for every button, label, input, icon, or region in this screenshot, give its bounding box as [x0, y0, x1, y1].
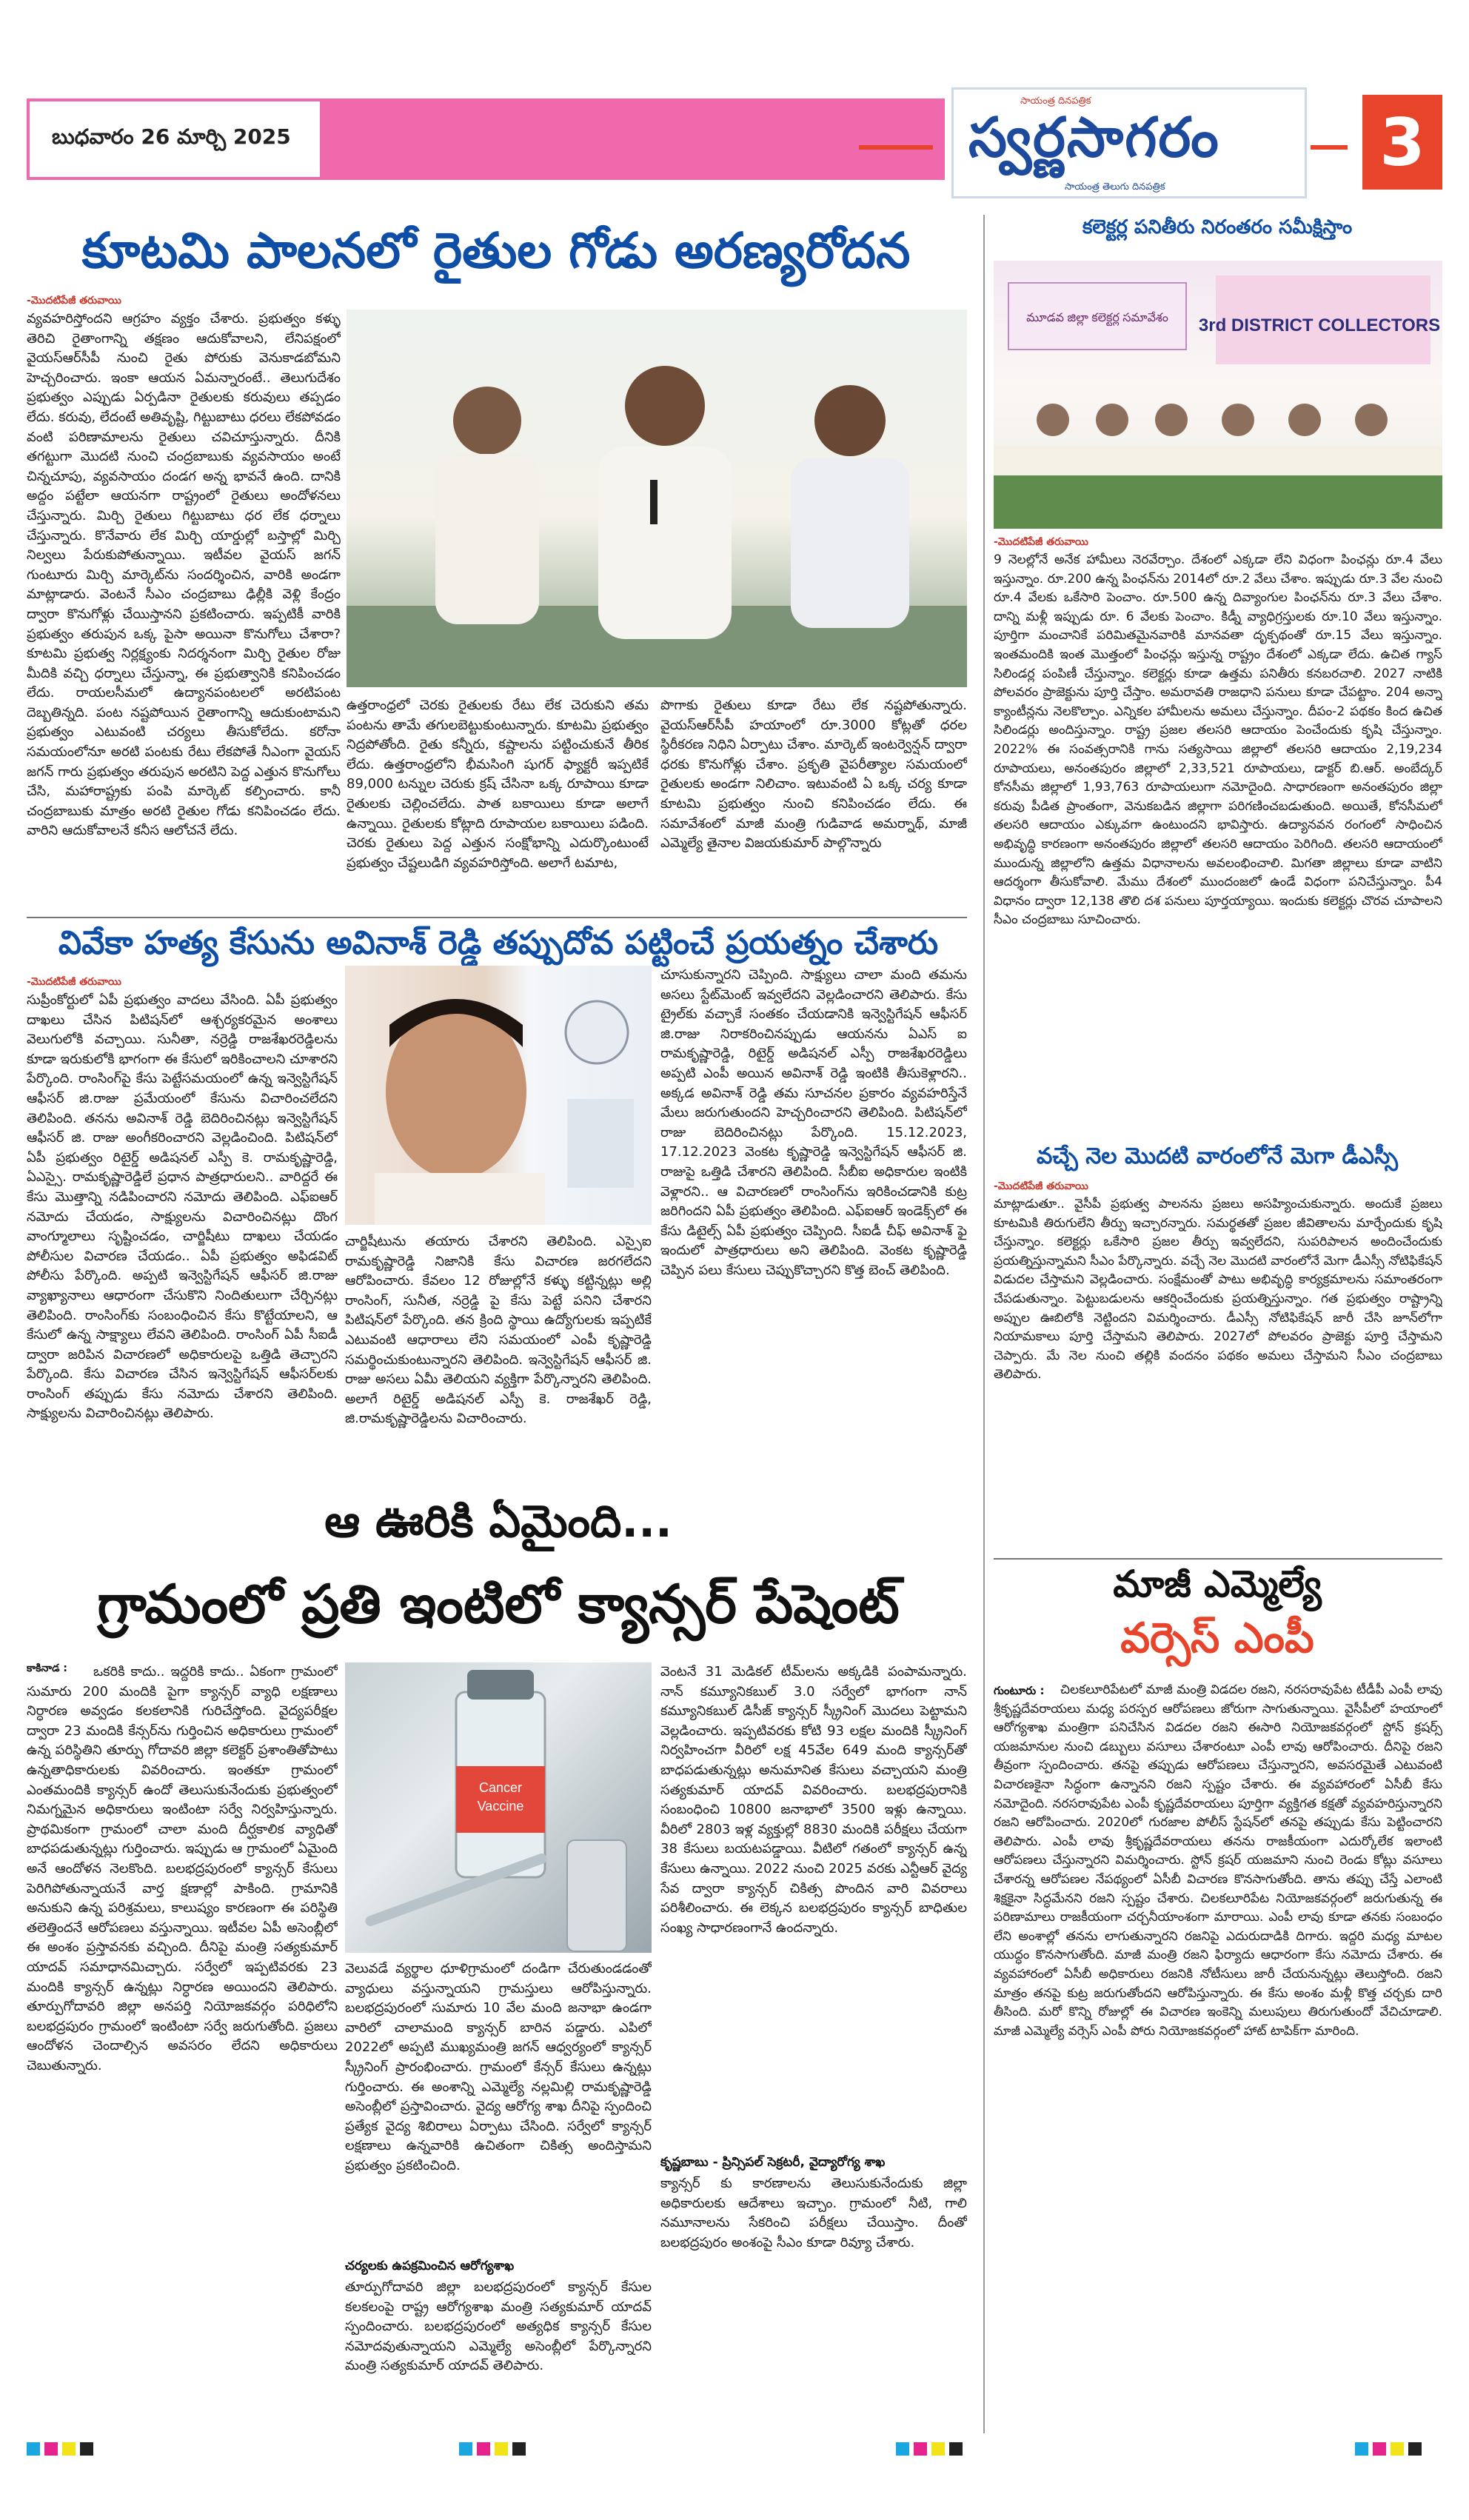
article2-headline: వివేకా హత్య కేసును అవినాశ్ రెడ్డి తప్పుదోవ పట్టించే ప్రయత్నం చేశారు	[58, 924, 939, 962]
color-bar-right	[1355, 2442, 1426, 2456]
sidebar-photo-banner: 3rd DISTRICT COLLECTORS	[1198, 315, 1441, 335]
article1-photo	[347, 310, 967, 687]
article3-col3b: క్యాన్సర్ కు కారణాలను తెలుసుకునేందుకు జిల్లా అధికారులకు ఆదేశాలు ఇచ్చాం. గ్రామంలో నీటి, గాలి నమూనాలను సేకరించి పరీక్షలు చేయిస్తాం. దీంతో బలభద్రపురం అంశంపై సీఎం కూడా రివ్యూ చేశారు.	[660, 2176, 967, 2250]
header-divider-right	[1311, 145, 1348, 150]
masthead	[951, 87, 1307, 198]
collectors-meeting-illustration	[994, 261, 1442, 529]
article2-byline: -మొదటిపేజీ తరువాయి	[27, 976, 121, 988]
sidebar-byline: -మొదటిపేజీ తరువాయి	[994, 536, 1088, 548]
header-divider	[859, 145, 933, 150]
article4-headline-2: వర్సెస్ ఎంపీ	[1120, 1614, 1314, 1662]
article3-subhead2: కృష్ణబాబు - ప్రిన్సిపల్ సెక్రటరీ, వైద్యారోగ్య శాఖ	[660, 2155, 886, 2170]
article4-headline-1: మాజీ ఎమ్మెల్యే	[1113, 1563, 1322, 1605]
article3-headline-1: ఆ ఊరికి ఏమైంది...	[324, 1496, 672, 1548]
article1-headline: కూటమి పాలనలో రైతుల గోడు అరణ్యరోదన	[81, 222, 911, 279]
vaccine-illustration	[345, 1662, 652, 1953]
issue-date: బుధవారం 26 మార్చి 2025	[52, 124, 291, 149]
article1-byline: -మొదటిపేజీ తరువాయి	[27, 295, 121, 307]
svg-text:Cancer: Cancer	[478, 1780, 523, 1795]
sidebar-mid-rule	[994, 1558, 1442, 1560]
sidebar-body: 9 నెలల్లోనే అనేక హామీలు నెరవేర్చాం. దేశంలో ఎక్కడా లేని విధంగా పింఛన్లు రూ.4 వేలు ఇస్తున్నాం. రూ.200 ఉన్న పింఛన్‌ను 2014లో రూ.2 వేలు చేశాం. ఇప్పుడు రూ.3 వేల నుంచి రూ.4 వేలకు ఒకేసారి పెంచాం. రూ.500 ఉన్న దివ్యాంగుల పింఛన్‌ను రూ.3 వేలు చేశాం. దాన్ని మళ్లీ ఇప్పుడు రూ. 6 వేలకు పెంచాం. కిడ్నీ వ్యాధిగ్రస్తులకు రూ.10 వేలు ఇస్తున్నాం. పూర్తిగా మంచానికే పరిమితమైనవారికి మానవతా దృక్పథంతో రూ.15 వేలు ఇస్తున్నాం. ఇంతమందికి ఇంత మొత్తంలో పింఛన్లు ఇస్తున్న రాష్ట్రం దేశంలో ఎక్కడా లేదు. ఉచిత గ్యాస్ సిలిండర్ల పంపిణీ చేస్తున్నాం. కలెక్టర్లు కూడా ఉత్తమ పనితీరు కనబరచాలి. 2027 నాటికి పోలవరం ప్రాజెక్టును పూర్తి చేస్తాం. అమరావతి రాజధాని పనులు కూడా చేపట్టాం. 204 అన్నా క్యాంటీన్లను నెలకొల్పాం. ఎన్నికల హామీలను అమలు చేస్తున్నాం. దీపం-2 పథకం కింద ఉచిత సిలిండర్లు అందిస్తున్నాం. రాష్ట్ర ప్రజల తలసరి ఆదాయం పెంచేందుకు కృషి చేస్తున్నాం. 2022% ఈ సంవత్సరానికి గాను సత్యసాయి జిల్లాలో తలసరి ఆదాయం 2,19,234 రూపాయలు, అనంతపురం జిల్లాలో 2,33,521 రూపాయలు, డాక్టర్ బి.ఆర్. అంబేద్కర్ కోనసీమ జిల్లాలో 1,93,763 రూపాయలుగా నమోదైంది. సాధారణంగా అనంతపురం జిల్లా కరువు పీడిత ప్రాంతంగా, వెనుకబడిన జిల్లాగా పరిగణించబడుతుంది. అయితే, కోనసీమలో తలసరి ఆదాయం ఎక్కువగా ఉంటుందని భావిస్తారు. ఉద్యానవన రంగంలో సాధించిన అభివృద్ధి కారణంగా అనంతపురం జిల్లాలో తలసరి ఆదాయం పెరిగింది. తలసరి ఆదాయంలో ముందున్న జిల్లాలోని ఉత్తమ విధానాలను అవలంభించాలి. మిగతా జిల్లాలు కూడా వాటిని ఆదర్శంగా తీసుకోవాలి. మేము దేశంలో ముందంజలో ఉండే విధంగా పనిచేస్తున్నాం. పీ4 విధానం ద్వారా 12,138 తొలి దశ పనులు పూర్తయ్యాయి. ఇందుకు కలెక్టర్లు చొరవ చూపాలని సీఎం చంద్రబాబు సూచించారు.	[994, 552, 1442, 928]
masthead-tagline: సాయంత్ర దినపత్రిక	[1020, 96, 1091, 107]
press-meet-illustration	[347, 310, 967, 687]
portrait-illustration	[345, 966, 652, 1225]
article2-col2: చార్జిషీటును తయారు చేశారని తెలిపింది. ఎస్సైఐ రామకృష్ణారెడ్డి నిజానికి కేసు విచారణ జరగలేదని ఆరోపించారు. కేవలం 12 రోజుల్లోనే కళ్ళు కట్టిన్నట్లు అల్లి రాంసింగ్, సునీత, నర్రెడ్డి పై కేసు పెట్టే పనిని చేశారని పిటిషన్‌లో పేర్కొంది. తన క్రింది స్థాయి ఉద్యోగులకు ఇప్పటికే ఎటువంటి ఆధారాలు లేని సమయంలో ఎంపీ కృష్ణారెడ్డి సమర్థించుకుంటున్నారని తెలిపింది. ఇన్వెస్టిగేషన్ ఆఫీసర్ జి. రాజు అసలు ఏమీ తెలియని వ్యక్తిగా పేర్కొన్నారని తెలిపింది. అలాగే రిటైర్డ్ అడిషనల్ ఎస్పీ కె. రాజశేఖర్ రెడ్డి, జి.రామకృష్ణారెడ్డిలను విచారించారు.	[345, 1234, 652, 1427]
main-sidebar-divider	[983, 215, 985, 2433]
article2-col3: చూసుకున్నారని చెప్పింది. సాక్ష్యులు చాలా మంది తమను అసలు స్టేట్‌మెంట్ ఇవ్వలేదని వెల్లడించారని తెలిపారు. కేసు ట్రైల్‌కు వచ్చాకే సంతకం చేయడానికి ఇన్వెస్టిగేషన్ ఆఫీసర్ జి.రాజు నిరాకరించినప్పుడు ఆయనను ఏఎస్ ఐ రామకృష్ణారెడ్డి, రిటైర్డ్ అడిషనల్ ఎస్పీ రాజశేఖరరెడ్డిలు అప్పటి ఎంపీ అయిన అవినాశ్ రెడ్డి ఇంటికి తీసుకెళ్లారని.. అక్కడ అవినాశ్ రెడ్డి తమ సూచనల ప్రకారం వ్యవహరిస్తేనే మేలు జరుగుతుందని హెచ్చరించారని తెలిపింది. పిటిషన్‌లో రాజు బెదిరించినట్లు పేర్కొంది. 15.12.2023, 17.12.2023 వెంకట కృష్ణారెడ్డి ఇన్వెస్టిగేషన్ ఆఫీసర్ జి. రాజుపై ఒత్తిడి చేశారని తెలిపింది. సీబీఐ అధికారుల ఇంటికి వెళ్లారని.. ఆ విచారణలో రాంసింగ్‌ను ఇరికించడానికి కుట్ర జరిగిందని ఏపీ ప్రభుత్వం తెలిపింది. ఎఫ్‌ఐఆర్ ఇండెక్స్‌లో ఈ కేసు డిటైల్స్ ఏపీ ప్రభుత్వం చెప్పింది. సీఐడీ చీఫ్ అవినాశ్ ఫై ఇందులో పాత్రధారులు అని తెలిపింది. వెంకట కృష్ణారెడ్డి చెప్పిన పలు కేసులు చెప్పుకొచ్చారని కొత్త బెంచ్ తెలిపింది.	[660, 967, 967, 1278]
article3-col2b: తూర్పుగోదావరి జిల్లా బలభద్రపురంలో క్యాన్సర్ కేసుల కలకలంపై రాష్ట్ర ఆరోగ్యశాఖ మంత్రి సత్యకుమార్ యాదవ్ స్పందించారు. బలభద్రపురంలో అత్యధిక క్యాన్సర్ కేసుల నమోదవుతున్నాయని ఎమ్మెల్యే అసెంబ్లీలో పేర్కొన్నారని మంత్రి సత్యకుమార్ యాదవ్ తెలిపారు.	[345, 2279, 652, 2374]
page-number: 3	[1362, 95, 1442, 190]
sidebar-byline2: -మొదటిపేజీ తరువాయి	[994, 1180, 1088, 1192]
article2-photo	[345, 966, 652, 1225]
sidebar-subheadline: వచ్చే నెల మొదటి వారంలోనే మెగా డీఎస్సీ	[1037, 1143, 1398, 1169]
color-bar-left	[27, 2442, 98, 2456]
article4-byline: గుంటూరు :	[994, 1684, 1045, 1697]
masthead-logo: స్వర్ణసాగరం	[968, 106, 1220, 170]
sidebar-headline: కలెక్టర్ల పనితీరు నిరంతరం సమీక్షిస్తాం	[1082, 216, 1353, 238]
article1-bottom-rule	[27, 917, 967, 918]
svg-text:Vaccine: Vaccine	[477, 1799, 524, 1814]
article3-byline: కాకినాడ :	[27, 1662, 67, 1674]
color-bar-mid-right	[896, 2442, 967, 2456]
article2-col1: సుప్రీంకోర్టులో ఏపీ ప్రభుత్వం వాదలు వేసింది. ఏపీ ప్రభుత్వం దాఖలు చేసిన పిటిషన్‌లో ఆశ్చర్యకరమైన అంశాలు వెలుగులోకి వచ్చాయి. సునీతా, నర్రెడ్డి రాజశేఖరరెడ్డిలను కూడా ఇరుకులోకి భాగంగా ఈ కేసులో ఇరికించాలని చూశారని పేర్కొంది. రాంసింగ్‌పై కేసు పెట్టేసమయంలో ఉన్న ఇన్వెస్టిగేషన్ ఆఫీసర్ జి.రాజు ప్రమేయంలో కేసును విచారించలేదని తెలిపింది. తనను అవినాశ్ రెడ్డి బెదిరించినట్లు ఇన్వెస్టిగేషన్ ఆఫీసర్ జి. రాజు అంగీకరించారని వెల్లడించింది. పిటిషన్‌లో ఏపీ ప్రభుత్వం రిటైర్డ్ అడిషనల్ ఎస్పీ కె. రామకృష్ణారెడ్డి, ఏఎస్సై. రామకృష్ణారెడ్డిలే ప్రధాన పాత్రధారులని.. వారిద్దరే ఈ కేసు మొత్తాన్ని నడిపించారని నమోదు తెలిపింది. ఎఫ్‌ఐఆర్ నమోదు చేయడం, సాక్ష్యులను విచారించినట్లు దొంగ వాంగ్మూలాలు సృష్టించడం, చార్జిషీటు దాఖలు చేయడం పోలీసుల విచారణ చేయడం.. ఏపీ ప్రభుత్వం అఫిడవిట్ పోలీసు పేర్కొంది. అప్పటి ఇన్వెస్టిగేషన్ ఆఫీసర్ జి.రాజు వ్యాఖ్యానాలు ఆధారంగా చేసుకొని నిందితులుగా చేర్చినట్లు తెలిపింది. రాంసింగ్‌కు సంబంధించిన కేసు కొట్టేయాలని, ఆ కేసులో ఉన్న సాక్ష్యాలు లేవని తెలిపింది. రాంసింగ్ ఏపీ సీఐడీ ద్వారా జరిపిన విచారణలో అధికారులపై ఒత్తిడి తెచ్చారని పేర్కొంది. కేసు విచారణ చేసిన ఇన్వెస్టిగేషన్ ఆఫీసర్‌లకు రాంసింగ్ తప్పుడు కేసు నమోదు చేశారని తెలిపింది. సాక్ష్యులను విచారించినట్లు తెలిపారు.	[27, 992, 338, 1422]
article4-body: చిలకలూరిపేటలో మాజీ మంత్రి విడదల రజని, నరసరావుపేట టీడీపీ ఎంపీ లావు శ్రీకృష్ణదేవరాయలు మధ్య పరస్పర ఆరోపణలు జోరుగా సాగుతున్నాయి. వైసీపీలో హయాంలో ఆరోగ్యశాఖ మంత్రిగా పనిచేసిన విడదల రజని ఈసారి నియోజకవర్గంలో స్టోన్ క్రషర్స్ యజమానుల నుంచి డబ్బులు వసూలు చేశారంటూ ఎంపీ లావు ఆరోపించారు. దీనిపై రజని తీవ్రంగా స్పందించారు. తనపై తప్పుడు ఆరోపణలు చేస్తున్నారని, అవసరమైతే ఎటువంటి విచారణకైనా సిద్ధంగా ఉన్నానని రజని స్పష్టం చేశారు. ఈ వ్యవహారంలో ఏసీబీ కేసు నమోదైంది. నరసరావుపేట ఎంపీ కృష్ణదేవరాయలు పూర్తిగా వ్యక్తిగత కక్షతో వ్యవహరిస్తున్నారని రజని ఆరోపించారు. 2020లో గురజాల పోలీస్ స్టేషన్‌లో తనపై తప్పుడు కేసు పెట్టించారని తెలిపారు. ఎంపీ లావు శ్రీకృష్ణదేవరాయలు తనను రాజకీయంగా ఎదుర్కోలేక ఇలాంటి ఆరోపణలు చేస్తున్నారని విమర్శించారు. స్టోన్ క్రషర్ యజమాని నుంచి రెండు కోట్లు వసూలు చేశారన్న ఆరోపణల నేపథ్యంలో ఏసీబీ విచారణ కొనసాగుతోంది. తాను తప్పు చేస్తే ఎలాంటి శిక్షకైనా సిద్ధమేనని రజని స్పష్టం చేశారు. చిలకలూరిపేట నియోజకవర్గంలో జరుగుతున్న ఈ పరిణామాలు రాజకీయంగా చర్చనీయాంశంగా మారాయి. ఎంపీ లావు కూడా తనకు సంబంధం లేని అంశాల్లో తనను లాగుతున్నారని రజనిపై ఎదురుదాడికి దిగారు. ఇద్దరి మధ్య మాటల యుద్ధం కొనసాగుతోంది. మాజీ మంత్రి రజని ఫిర్యాదు ఆధారంగా కేసు నమోదు చేశారు. ఈ వ్యవహారంలో ఏసీబీ అధికారులు రజనికి నోటీసులు జారీ చేయనున్నట్లు తెలుస్తోంది. రజని మాత్రం తనపై కుట్ర జరుగుతోందని ఆరోపిస్తున్నారు. ఈ కేసు అంశం మళ్లీ కొత్త చర్చకు దారి తీసింది. మరో కొన్ని రోజుల్లో ఈ విచారణ ఇంకెన్ని మలుపులు తిరుగుతుందో వేచిచూడాలి. మాజీ ఎమ్మెల్యే వర్సెస్ ఎంపీ పోరు నియోజకవర్గంలో హాట్ టాపిక్‌గా మారింది.	[994, 1682, 1442, 2039]
article3-headline-2: గ్రామంలో ప్రతి ఇంటిలో క్యాన్సర్ పేషెంట్	[97, 1573, 900, 1635]
article3-col3: వెంటనే 31 మెడికల్ టీమ్‌లను అక్కడికి పంపామన్నారు. నాన్ కమ్యూనికబుల్ 3.0 సర్వేలో భాగంగా నాన్ కమ్యూనికబుల్ డిసీజ్ క్యాన్సర్ స్క్రీనింగ్ మొదలు పెట్టామని వెల్లడించారు. ఇప్పటివరకు కోటి 93 లక్షల మందికి స్క్రీనింగ్ నిర్వహించగా వీరిలో లక్ష 45వేల 649 మంది క్యాన్సర్‌తో బాధపడుతున్నట్లు అనుమానిత కేసులు వచ్చాయని మంత్రి సత్యకుమార్ యాదవ్ వివరించారు. బలభద్రపురానికి సంబంధించి 10800 జనాభాలో 3500 ఇళ్లు ఉన్నాయి. వీరిలో 2803 ఇళ్ల వ్యక్తుల్లో 8830 మందికి పరీక్షలు చేయగా 38 కేసులు బయటపడ్డాయి. వీటిలో గతంలో క్యాన్సర్ ఉన్న కేసులు ఉన్నాయి. 2022 నుంచి 2025 వరకు ఎన్టీఆర్ వైద్య సేవ ద్వారా క్యాన్సర్ చికిత్స పొందిన వారి వివరాలు పరిశీలించారు. ఈ లెక్కన బలభద్రపురం క్యాన్సర్ బాధితుల సంఖ్య సాధారణంగానే ఉందన్నారు.	[660, 1664, 967, 1936]
sidebar-body2: మాట్లాడుతూ.. వైసీపీ ప్రభుత్వ పాలనను ప్రజలు అసహ్యించుకున్నారు. అందుకే ప్రజలు కూటమికి తిరుగులేని తీర్పు ఇచ్చారన్నారు. సమర్థతతో ప్రజల జీవితాలను మార్చేందుకు కృషి చేస్తున్నాం. కలెక్టర్లు ఒకేసారి ప్రజల తీర్పు ఇవ్వలేదని, సుపరిపాలన అందించేందుకు ప్రయత్నిస్తున్నామని సీఎం పేర్కొన్నారు. వచ్చే నెల మొదటి వారంలోనే మెగా డీఎస్సీ నోటిఫికేషన్ విడుదల చేస్తామని వెల్లడించారు. సంక్షేమంతో పాటు అభివృద్ధి కార్యక్రమాలను సమాంతరంగా చేపడుతున్నాం. పెట్టుబడులను ఆకర్షించేందుకు ప్రయత్నిస్తున్నాం. గత ప్రభుత్వం రాష్ట్రాన్ని అప్పుల ఊబిలోకి నెట్టిందని విమర్శించారు. డీఎస్సీ నోటిఫికేషన్ జారీ చేసి జూన్‌లోగా నియామకాలు పూర్తి చేస్తామని తెలిపారు. 2027లో పోలవరం ప్రాజెక్టు పూర్తి చేస్తామని చెప్పారు. మే నెల నుంచి తల్లికి వందనం పథకం అమలు చేస్తామని సీఎం చంద్రబాబు తెలిపారు.	[994, 1197, 1442, 1383]
sidebar-photo	[994, 261, 1442, 529]
masthead-subtitle: సాయంత్ర తెలుగు దినపత్రిక	[1065, 181, 1165, 193]
article3-col2: వెలువడే వ్యర్థాల ధూళిగ్రామంలో దండిగా చేరుతుండడంతో వ్యాధులు వస్తున్నాయని గ్రామస్తులు ఆరోపిస్తున్నారు. బలభద్రపురంలో సుమారు 10 వేల మంది జనాభా ఉండగా వారిలో చాలామంది క్యాన్సర్ బారిన పడ్డారు. ఎపిలో 2022లో అప్పటి ముఖ్యమంత్రి జగన్ ఆధ్వర్యంలో క్యాన్సర్ స్క్రీనింగ్ ప్రారంభించారు. గ్రామంలో కేన్సర్ కేసులు ఉన్నట్లు గుర్తించారు. ఈ అంశాన్ని ఎమ్మెల్యే నల్లమిల్లి రామకృష్ణారెడ్డి అసెంబ్లీలో ప్రస్తావించారు. వైద్య ఆరోగ్య శాఖ దీనిపై స్పందించి ప్రత్యేక వైద్య శిబిరాలు ఏర్పాటు చేసింది. సర్వేలో క్యాన్సర్ లక్షణాలు ఉన్నవారికి ఉచితంగా చికిత్స అందిస్తామని ప్రభుత్వం ప్రకటించింది.	[345, 1961, 652, 2173]
article1-col1: వ్యవహరిస్తోందని ఆగ్రహం వ్యక్తం చేశారు. ప్రభుత్వం కళ్ళు తెరిచి రైతాంగాన్ని తక్షణం ఆదుకోవాలని, లేనిపక్షంలో వైయస్‌ఆర్‌సీపీ నుంచి రైతు పోరుకు వెనుకాడబోమని హెచ్చరించారు. ఇంకా ఆయన ఏమన్నారంటే.. తెలుగుదేశం ప్రభుత్వం ఎప్పుడు ఏర్పడినా రైతులకు కరువులు తప్పడం లేదు. కరువు, లేదంటే అతివృష్టి, గిట్టుబాటు ధరలు లేకపోవడం వంటి పరిణామాలను రైతులు చవిచూస్తున్నారు. దీనికి తగట్టుగా మొదటి నుంచి చంద్రబాబుకు వ్యవసాయం అంటే చిన్నచూపు, వ్యవసాయం దండగ అన్న భావనే ఉంది. దానికి అద్దం పట్టేలా ఆయనగా రాష్ట్రంలో రైతులు అందోళనలు చేస్తున్నారు. మిర్చి రైతులు గిట్టుబాటు ధర లేక ధర్నాలు చేస్తున్నారు. కొనేవారు లేక మిర్చి యార్డుల్లో బస్తాల్లో మిర్చి నిల్వలు పేరుకుపోతున్నాయి. ఇటీవల వైయస్ జగన్ గుంటూరు మిర్చి మార్కెట్‌ను సందర్శించిన, వారికి అండగా మాట్లాడారు. వెంటనే సీఎం చంద్రబాబు ఢిల్లీకి వెళ్లి కేంద్రం ద్వారా కొనుగోళ్లు చేయిస్తానని ప్రకటించారు. ఇప్పటికీ వారికి ప్రభుత్వం తరుపున ఒక్క పైసా అయినా కొనుగోలు చేశారా? కూటమి ప్రభుత్వ నిర్లక్ష్యంకు నిదర్శనంగా మిర్చి రైతుల రోజు మీదికి వచ్చి ధర్నాలు చేస్తున్నా, ఈ ప్రభుత్వానికి కనిపించడం లేదు. రాయలసీమలో ఉద్యానపంటలలో అరటిపంట దెబ్బతిన్నది. పంట నష్టపోయిన రైతాంగాన్ని ఆదుకుంటామని ప్రభుత్వం ఎటువంటి చర్యలు తీసుకోలేదు. కరోనా సమయంలోనూ అరటి పంటకు రేటు లేకపోతే నీఎంగా వైయస్ జగన్ గారు ప్రభుత్వం తరుపున అరటిని పెద్ద ఎత్తున కొనుగోలు చేసి, మహారాష్ట్రకు పంపి మార్కెట్ కల్పించారు. కానీ చంద్రబాబుకు మాత్రం అరటి రైతుల గోడు కనిపించడం లేదు. వారిని ఆదుకోవాలనే కనీస ఆలోచనే లేదు.	[27, 311, 341, 839]
sidebar-photo-banner-tel: మూడవ జిల్లా కలెక్టర్ల సమావేశం	[1026, 312, 1168, 324]
color-bar-mid-left	[459, 2442, 530, 2456]
article3-col1: ఒకరికి కాదు.. ఇద్దరికి కాదు.. ఏకంగా గ్రామంలో సుమారు 200 మందికి పైగా క్యాన్సర్ వ్యాధి లక్షణాలు నిర్ధారణ అవ్వడం కలకలానికి గురిచేస్తోంది. వైద్యపరీక్షల ద్వారా 23 మందికి కేన్సర్‌ను గుర్తించిన అధికారులు గ్రామంలో ఉన్న పరిస్థితిని తూర్పు గోదావరి జిల్లా కలెక్టర్ ప్రశాంతితోపాటు ఉన్నతాధికారులకు వివరించారు. ఇంతకూ గ్రామంలో ఎంతమందికి క్యాన్సర్ ఉందో తెలుసుకునేందుకు ప్రభుత్వంలో నిమగ్నమైన అధికారులు ఇంటింటా సర్వే నిర్వహిస్తున్నారు. ప్రాథమికంగా గ్రామంలో చాలా మంది దీర్ఘకాలిక వ్యాధితో బాధపడుతున్నట్లు గుర్తించారు. ఇప్పుడు ఆ గ్రామంలో ఏమైంది అనే ఆందోళన నెలకొంది. బలభద్రపురంలో క్యాన్సర్ కేసులు పెరిగిపోతున్నాయనే వార్త క్షణాల్లో పాకింది. గ్రామానికి అనుకుని ఉన్న పరిశ్రమలు, కాలుష్యం కారణంగా ఈ పరిస్థితి తలెత్తిందనే ఆరోపణలు వస్తున్నాయి. ఇటీవల ఏపీ అసెంబ్లీలో ఈ అంశం ప్రస్తావనకు వచ్చింది. దీనిపై మంత్రి సత్యకుమార్ యాదవ్ సమాధానమిచ్చారు. సర్వేలో ఇప్పటివరకు 23 మందికి క్యాన్సర్ ఉన్నట్లు నిర్ధారణ అయిందని తెలిపారు. తూర్పుగోదావరి జిల్లా అనపర్తి నియోజకవర్గం పరిధిలోని బలభద్రపురం గ్రామంలో ఇంటింటా సర్వే జరుగుతోంది. ప్రజలు ఆందోళన చెందాల్సిన అవసరం లేదని అధికారులు చెబుతున్నారు.	[27, 1664, 338, 2073]
article1-col2: ఉత్తరాంధ్రలో చెరకు రైతులకు రేటు లేక చెరుకుని తమ పంటను తామే తగులబెట్టుకుంటున్నారు. కూటమి ప్రభుత్వం నిద్రపోతోంది. రైతు కన్నీరు, కష్టాలను పట్టించుకునే తీరిక లేదు. ఉత్తరాంధ్రలోని భీమసింగి షుగర్ ఫ్యాక్టరీ ఇప్పటికే 89,000 టన్నుల చెరుకు క్రష్ చేసినా ఒక్క రూపాయి కూడా రైతులకు చెల్లించలేదు. పాత బకాయిలు కూడా అలాగే ఉన్నాయి. రైతులకు కోట్లాది రూపాయల బకాయిలు పడింది. చెరకు రైతులు పెద్ద ఎత్తున సంక్షోభాన్ని ఎదుర్కొంటుంటే ప్రభుత్వం చేష్టలుడిగి వ్యవహరిస్తోంది. అలాగే టమాట,	[347, 698, 649, 871]
date-box	[27, 98, 323, 180]
article3-photo	[345, 1662, 652, 1953]
article1-col3: పొగాకు రైతులు కూడా రేటు లేక నష్టపోతున్నారు. వైయస్‌ఆర్‌సీపీ హయాంలో రూ.3000 కోట్లతో ధరల స్థిరీకరణ నిధిని ఏర్పాటు చేశాం. మార్కెట్ ఇంటర్వెన్షన్ ద్వారా ధరకు కొనుగోళ్లు చేశాం. ప్రకృతి వైపరీత్యాల సమయంలో రైతులకు అండగా నిలిచాం. ఇటువంటి ఏ ఒక్క చర్య కూడా కూటమి ప్రభుత్వం నుంచి కనిపించడం లేదు. ఈ సమావేశంలో మాజీ మంత్రి గుడివాడ అమర్నాథ్, మాజీ ఎమ్మెల్యే తైనాల విజయకుమార్ పాల్గొన్నారు	[660, 698, 967, 852]
article3-subhead: చర్యలకు ఉపక్రమించిన ఆరోగ్యశాఖ	[345, 2259, 515, 2273]
